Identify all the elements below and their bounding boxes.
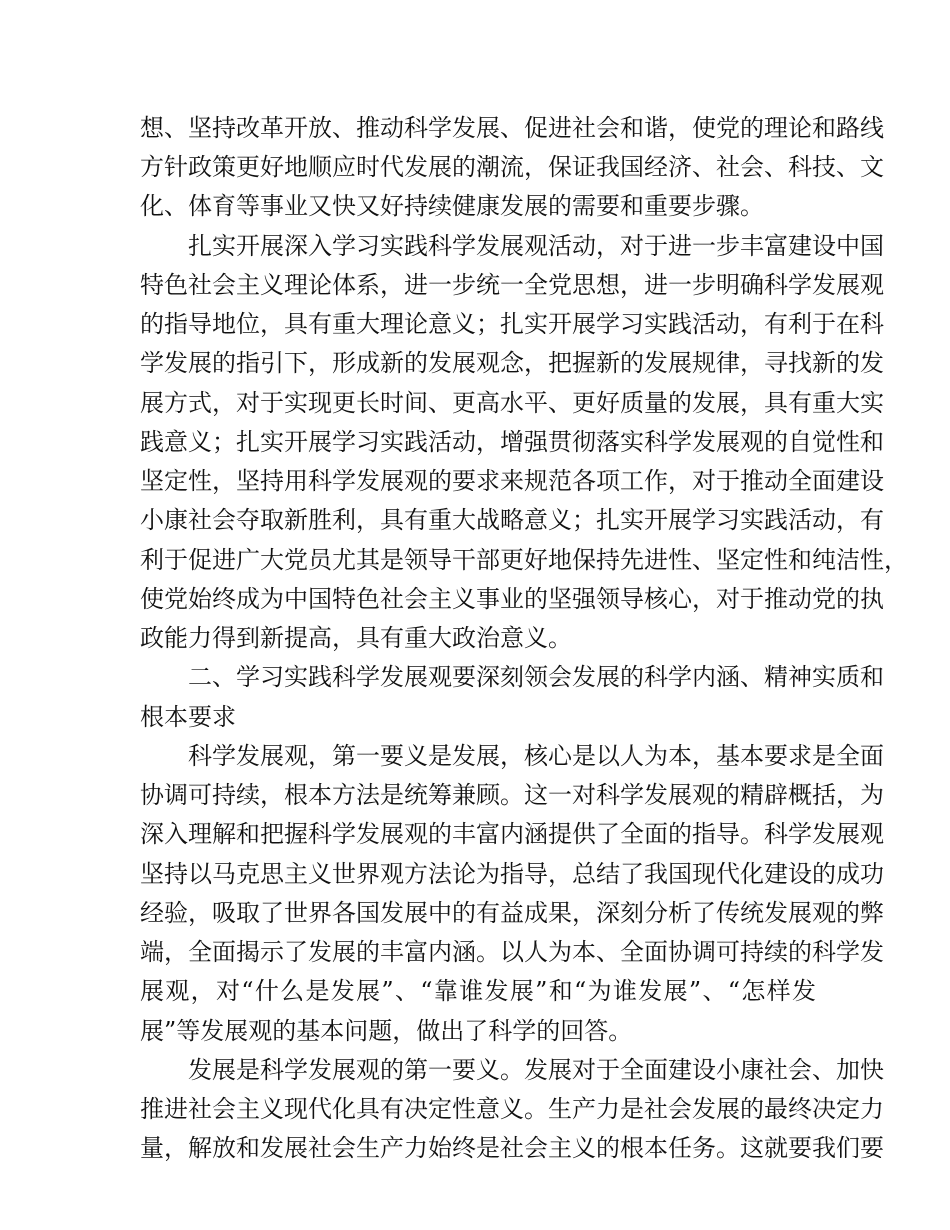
text-line: 想、坚持改革开放、推动科学发展、促进社会和谐，使党的理论和路线 xyxy=(140,114,884,142)
text-line: 特色社会主义理论体系，进一步统一全党思想，进一步明确科学发展观 xyxy=(140,271,884,299)
text-line: 展观，对“什么是发展”、“靠谁发展”和“为谁发展”、“怎样发 xyxy=(140,977,816,1005)
section-heading: 根本要求 xyxy=(140,703,236,731)
section-heading: 二、学习实践科学发展观要深刻领会发展的科学内涵、精神实质和 xyxy=(188,663,884,691)
paragraph-first-line: 发展是科学发展观的第一要义。发展对于全面建设小康社会、加快 xyxy=(188,1056,884,1084)
text-line: 展方式，对于实现更长时间、更高水平、更好质量的发展，具有重大实 xyxy=(140,389,884,417)
text-line: 展”等发展观的基本问题，做出了科学的回答。 xyxy=(140,1017,633,1045)
text-line: 推进社会主义现代化具有决定性意义。生产力是社会发展的最终决定力 xyxy=(140,1095,884,1123)
text-line: 化、体育等事业又快又好持续健康发展的需要和重要步骤。 xyxy=(140,192,764,220)
text-line: 量，解放和发展社会生产力始终是社会主义的根本任务。这就要我们要 xyxy=(140,1134,884,1162)
text-line: 学发展的指引下，形成新的发展观念，把握新的发展规律，寻找新的发 xyxy=(140,349,884,377)
paragraph-first-line: 扎实开展深入学习实践科学发展观活动，对于进一步丰富建设中国 xyxy=(188,232,884,260)
text-line: 利于促进广大党员尤其是领导干部更好地保持先进性、坚定性和纯洁性， xyxy=(140,546,908,574)
text-line: 方针政策更好地顺应时代发展的潮流，保证我国经济、社会、科技、文 xyxy=(140,153,884,181)
text-line: 坚定性，坚持用科学发展观的要求来规范各项工作，对于推动全面建设 xyxy=(140,467,884,495)
text-line: 的指导地位，具有重大理论意义；扎实开展学习实践活动，有利于在科 xyxy=(140,310,884,338)
text-line: 经验，吸取了世界各国发展中的有益成果，深刻分析了传统发展观的弊 xyxy=(140,899,884,927)
paragraph-first-line: 科学发展观，第一要义是发展，核心是以人为本，基本要求是全面 xyxy=(188,742,884,770)
text-line: 端，全面揭示了发展的丰富内涵。以人为本、全面协调可持续的科学发 xyxy=(140,938,884,966)
text-line: 深入理解和把握科学发展观的丰富内涵提供了全面的指导。科学发展观 xyxy=(140,820,884,848)
text-line: 协调可持续，根本方法是统筹兼顾。这一对科学发展观的精辟概括，为 xyxy=(140,781,884,809)
text-line: 坚持以马克思主义世界观方法论为指导，总结了我国现代化建设的成功 xyxy=(140,860,884,888)
text-line: 使党始终成为中国特色社会主义事业的坚强领导核心，对于推动党的执 xyxy=(140,585,884,613)
text-line: 小康社会夺取新胜利，具有重大战略意义；扎实开展学习实践活动，有 xyxy=(140,506,884,534)
text-line: 践意义；扎实开展学习实践活动，增强贯彻落实科学发展观的自觉性和 xyxy=(140,428,884,456)
text-line: 政能力得到新提高，具有重大政治意义。 xyxy=(140,624,572,652)
